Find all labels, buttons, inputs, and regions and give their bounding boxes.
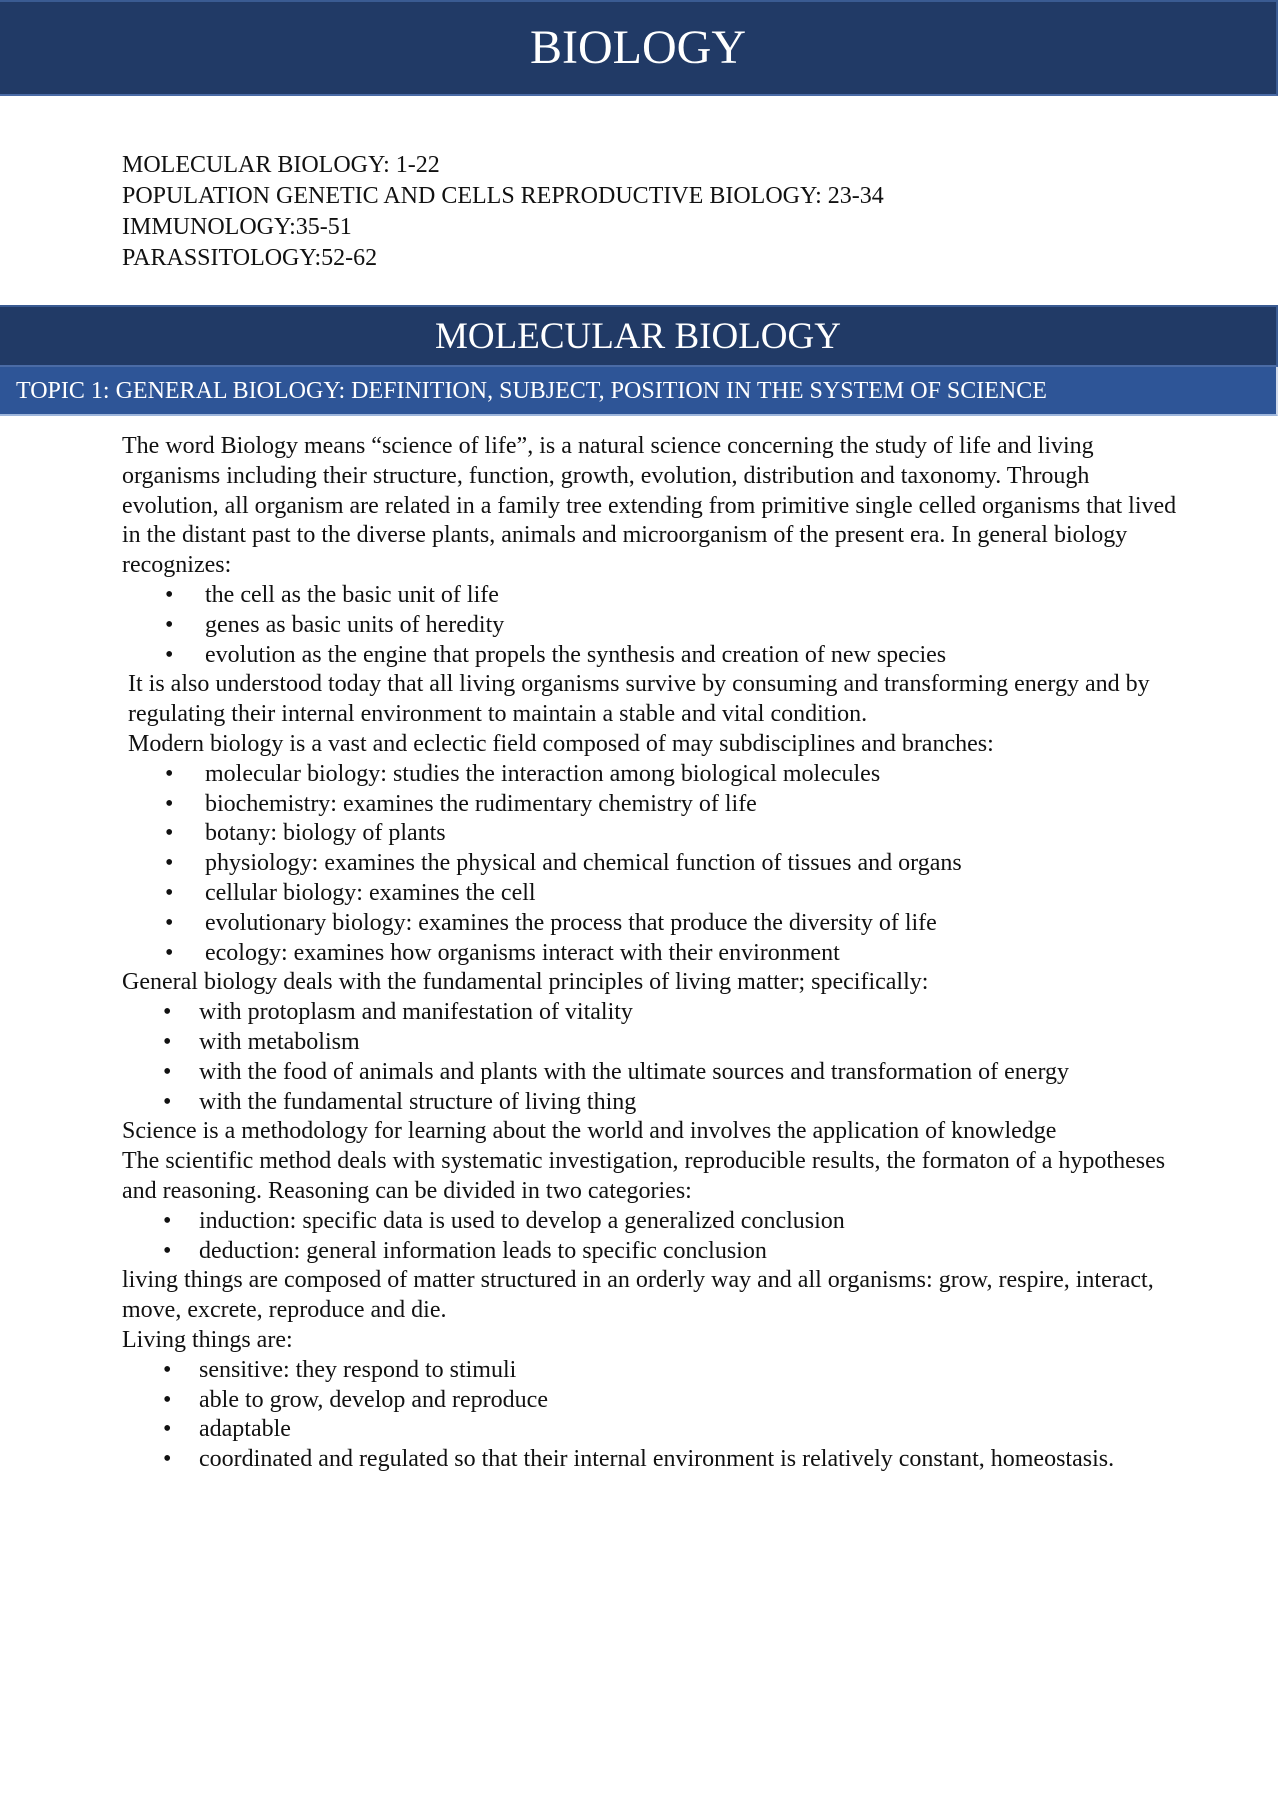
toc-entry: MOLECULAR BIOLOGY: 1-22 (122, 152, 440, 178)
bullet-icon: • (165, 909, 174, 936)
bullet-icon: • (163, 1207, 172, 1234)
list-item: • able to grow, develop and reproduce (122, 1386, 1182, 1416)
list-item: • evolution as the engine that propels the synthesis and creation of new species (122, 641, 1182, 671)
bullet-icon: • (163, 1356, 172, 1383)
bullet-icon: • (165, 879, 174, 906)
bullet-icon: • (165, 790, 174, 817)
list-item: • the cell as the basic unit of life (122, 581, 1182, 611)
list-item: • botany: biology of plants (122, 819, 1182, 849)
paragraph-matter: living things are composed of matter structured in an orderly way and all organisms: grow, respire, interact, move, excrete, reproduce and die. (122, 1267, 1154, 1324)
branches-list (122, 760, 1182, 969)
document-title: BIOLOGY (530, 21, 746, 74)
list-item: • sensitive: they respond to stimuli (122, 1356, 1182, 1386)
toc-entry: PARASSITOLOGY:52-62 (122, 245, 378, 271)
list-item: • biochemistry: examines the rudimentary chemistry of life (122, 790, 1182, 820)
list-item: • ecology: examines how organisms interact with their environment (122, 939, 1182, 969)
reasoning-list (122, 1207, 1182, 1267)
section-title: MOLECULAR BIOLOGY (435, 316, 841, 357)
bullet-icon: • (163, 1416, 172, 1443)
bullet-icon: • (163, 1058, 172, 1085)
living-list (122, 1356, 1182, 1475)
paragraph-intro: The word Biology means “science of life”, is a natural science concerning the study of life and living organisms including their structure, function, growth, evolution, distribution and taxonomy. Through evolution, all organism are related in a family tree extending from primitive single celled organisms that lived in the distant past to the diverse plants, animals and microorganism of the present era. In general biology recognizes: (122, 433, 1177, 579)
list-item: • with protoplasm and manifestation of vitality (122, 998, 1182, 1028)
bullet-icon: • (165, 760, 174, 787)
toc-entry: POPULATION GENETIC AND CELLS REPRODUCTIVE BIOLOGY: 23-34 (122, 183, 884, 209)
list-item: • molecular biology: studies the interaction among biological molecules (122, 760, 1182, 790)
bullet-icon: • (165, 850, 174, 877)
list-item: • deduction: general information leads to specific conclusion (122, 1237, 1182, 1267)
bullet-icon: • (165, 641, 174, 668)
paragraph-modern: Modern biology is a vast and eclectic field composed of may subdisciplines and branches: (128, 730, 994, 757)
bullet-icon: • (163, 1028, 172, 1055)
paragraph-science: Science is a methodology for learning about the world and involves the application of knowledge (122, 1118, 1057, 1145)
bullet-icon: • (163, 999, 172, 1026)
bullet-icon: • (165, 820, 174, 847)
table-of-contents (122, 150, 884, 274)
document-body (122, 432, 1182, 1475)
paragraph-method: The scientific method deals with systematic investigation, reproducible results, the formaton of a hypotheses and reasoning. Reasoning can be divided in two categories: (122, 1148, 1166, 1204)
document-title-banner (0, 0, 1278, 96)
bullet-icon: • (165, 939, 174, 966)
list-item: • induction: specific data is used to develop a generalized conclusion (122, 1207, 1182, 1237)
list-item: • adaptable (122, 1415, 1182, 1445)
topic-heading-bar (0, 367, 1278, 416)
bullet-icon: • (163, 1446, 172, 1473)
bullet-icon: • (165, 611, 174, 638)
list-item: • physiology: examines the physical and chemical function of tissues and organs (122, 849, 1182, 879)
list-item: • cellular biology: examines the cell (122, 879, 1182, 909)
recognizes-list (122, 581, 1182, 670)
bullet-icon: • (163, 1237, 172, 1264)
paragraph-energy: It is also understood today that all living organisms survive by consuming and transforming energy and by regulating their internal environment to maintain a stable and vital condition. (128, 671, 1150, 728)
bullet-icon: • (163, 1386, 172, 1413)
principles-list (122, 998, 1182, 1117)
list-item: • with the fundamental structure of living thing (122, 1088, 1182, 1118)
section-banner (0, 305, 1278, 367)
list-item: • coordinated and regulated so that their internal environment is relatively constant, homeostasis. (122, 1445, 1182, 1475)
list-item: • evolutionary biology: examines the process that produce the diversity of life (122, 909, 1182, 939)
list-item: • genes as basic units of heredity (122, 611, 1182, 641)
toc-entry: IMMUNOLOGY:35-51 (122, 214, 352, 240)
bullet-icon: • (165, 581, 174, 608)
topic-heading: TOPIC 1: GENERAL BIOLOGY: DEFINITION, SUBJECT, POSITION IN THE SYSTEM OF SCIENCE (16, 378, 1047, 404)
list-item: • with the food of animals and plants with the ultimate sources and transformation of energy (122, 1058, 1182, 1088)
paragraph-living-are: Living things are: (122, 1326, 293, 1353)
paragraph-general: General biology deals with the fundamental principles of living matter; specifically: (122, 969, 929, 996)
bullet-icon: • (163, 1088, 172, 1115)
list-item: • with metabolism (122, 1028, 1182, 1058)
